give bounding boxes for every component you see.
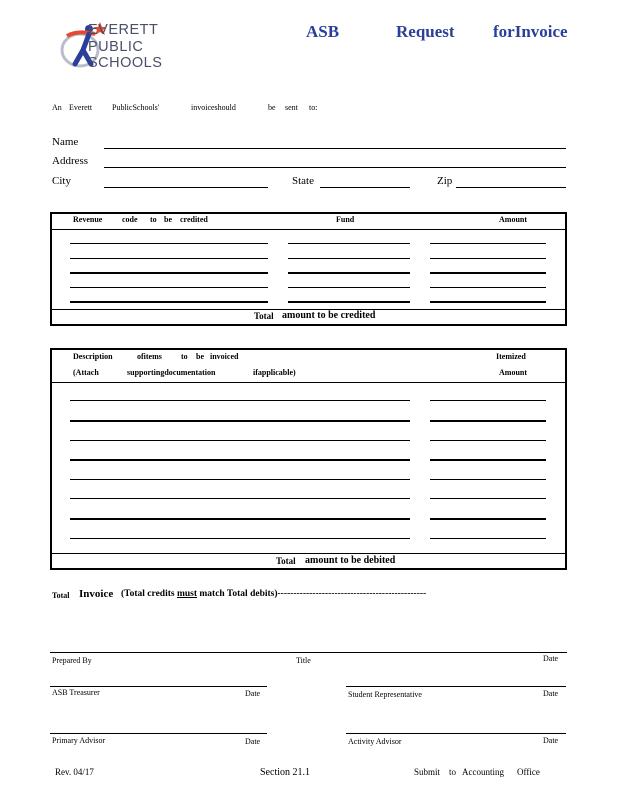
footer-word: Office [517, 767, 540, 777]
debit-total-divider [50, 553, 567, 554]
debit-header-word: to [181, 352, 188, 361]
debit-header-divider [50, 382, 567, 383]
address-field[interactable] [104, 167, 566, 168]
footer-word: to [449, 767, 457, 777]
name-field[interactable] [104, 148, 566, 149]
debit-header-word: be [196, 352, 204, 361]
credit-fund-line[interactable] [288, 243, 410, 244]
debit-description-line[interactable] [70, 459, 410, 461]
title-asb: ASB [306, 22, 340, 41]
primary-advisor-line[interactable] [50, 733, 267, 734]
date-label: Date [543, 736, 559, 745]
debit-amount-line[interactable] [430, 498, 546, 499]
intro-word: An [52, 103, 62, 112]
prepared-by-label: Prepared By [52, 656, 92, 665]
revision-label: Rev. 04/17 [55, 767, 94, 777]
credit-amount-line[interactable] [430, 258, 546, 259]
state-field[interactable] [320, 187, 410, 188]
section-label: Section 21.1 [260, 767, 310, 778]
zip-label: Zip [437, 175, 453, 187]
title-request: Request [396, 22, 455, 41]
logo-line-3: SCHOOLS [88, 55, 163, 71]
name-label: Name [52, 136, 79, 148]
asb-treasurer-line[interactable] [50, 686, 267, 687]
logo-line-2: PUBLIC [88, 39, 144, 55]
date-label: Date [245, 689, 261, 698]
invoice-note-must: must [176, 589, 198, 599]
credit-fund-line[interactable] [288, 287, 410, 288]
debit-total-text: amount to be debited [305, 555, 396, 566]
debit-header-word: (Attach [73, 368, 99, 377]
debit-description-line[interactable] [70, 518, 410, 520]
debit-header-word: Description [73, 352, 113, 361]
debit-description-line[interactable] [70, 400, 410, 401]
footer-word: Submit [414, 767, 441, 777]
debit-amount-line[interactable] [430, 538, 546, 539]
debit-amount-line[interactable] [430, 518, 546, 520]
debit-header-word: ifapplicable) [253, 368, 296, 377]
debit-header-word: invoiced [210, 352, 239, 361]
intro-word: to: [309, 103, 318, 112]
credit-code-line[interactable] [70, 272, 268, 274]
credit-amount-line[interactable] [430, 243, 546, 244]
prepared-by-line[interactable] [50, 652, 567, 653]
intro-word: be [268, 103, 276, 112]
debit-description-line[interactable] [70, 420, 410, 422]
credit-header-word: to [150, 215, 157, 224]
credit-header-fund: Fund [336, 215, 355, 224]
credit-fund-line[interactable] [288, 301, 410, 303]
credit-code-line[interactable] [70, 301, 268, 303]
debit-description-line[interactable] [70, 440, 410, 441]
debit-amount-line[interactable] [430, 459, 546, 461]
title-label: Title [296, 656, 311, 665]
intro-word: invoiceshould [191, 103, 236, 112]
credit-amount-line[interactable] [430, 287, 546, 288]
debit-amount-line[interactable] [430, 479, 546, 480]
credit-total-label: Total [254, 311, 274, 321]
intro-word: PublicSchools' [112, 103, 160, 112]
date-label: Date [245, 737, 261, 746]
logo [55, 16, 200, 74]
credit-header-word: code [122, 215, 138, 224]
debit-header-itemized: Itemized [496, 352, 526, 361]
invoice-label: Invoice [79, 588, 114, 600]
date-label: Date [543, 689, 559, 698]
intro-word: sent [285, 103, 298, 112]
invoice-note-pre: (Total credits [121, 589, 177, 599]
credit-total-text: amount to be credited [282, 310, 376, 321]
credit-fund-line[interactable] [288, 272, 410, 274]
activity-advisor-label: Activity Advisor [348, 737, 402, 746]
debit-amount-line[interactable] [430, 440, 546, 441]
invoice-match-note [121, 589, 426, 599]
date-label: Date [543, 654, 559, 663]
credit-amount-line[interactable] [430, 301, 546, 303]
credit-header-amount: Amount [499, 215, 528, 224]
credit-header-divider [50, 229, 567, 230]
credit-code-line[interactable] [70, 243, 268, 244]
city-field[interactable] [104, 187, 268, 188]
credit-header-word: Revenue [73, 215, 103, 224]
credit-code-line[interactable] [70, 287, 268, 288]
debit-description-line[interactable] [70, 498, 410, 499]
activity-advisor-line[interactable] [346, 733, 566, 734]
intro-word: Everett [69, 103, 93, 112]
credit-code-line[interactable] [70, 258, 268, 259]
debit-amount-line[interactable] [430, 400, 546, 401]
debit-description-line[interactable] [70, 479, 410, 480]
logo-line-1: EVERETT [88, 22, 159, 38]
address-label: Address [52, 155, 89, 167]
credit-header-word: credited [180, 215, 208, 224]
student-rep-label: Student Representative [348, 690, 422, 699]
credit-header-word: be [164, 215, 172, 224]
state-label: State [292, 175, 314, 187]
primary-advisor-label: Primary Advisor [52, 736, 106, 745]
footer-word: Accounting [462, 767, 504, 777]
debit-amount-line[interactable] [430, 420, 546, 422]
debit-description-line[interactable] [70, 538, 410, 539]
student-rep-line[interactable] [346, 686, 566, 687]
debit-header-word: supportingdocumentation [127, 368, 216, 377]
debit-total-label: Total [276, 556, 296, 566]
debit-header-amount: Amount [499, 368, 528, 377]
city-label: City [52, 175, 71, 187]
zip-field[interactable] [456, 187, 566, 188]
invoice-note-post: match Total debits)----------------------------------------------- [197, 589, 427, 599]
asb-treasurer-label: ASB Treasurer [52, 688, 100, 697]
invoice-total-label: Total [52, 591, 70, 600]
title-for-invoice: forInvoice [493, 22, 568, 41]
debit-header-word: ofitems [137, 352, 162, 361]
credit-fund-line[interactable] [288, 258, 410, 259]
credit-amount-line[interactable] [430, 272, 546, 274]
